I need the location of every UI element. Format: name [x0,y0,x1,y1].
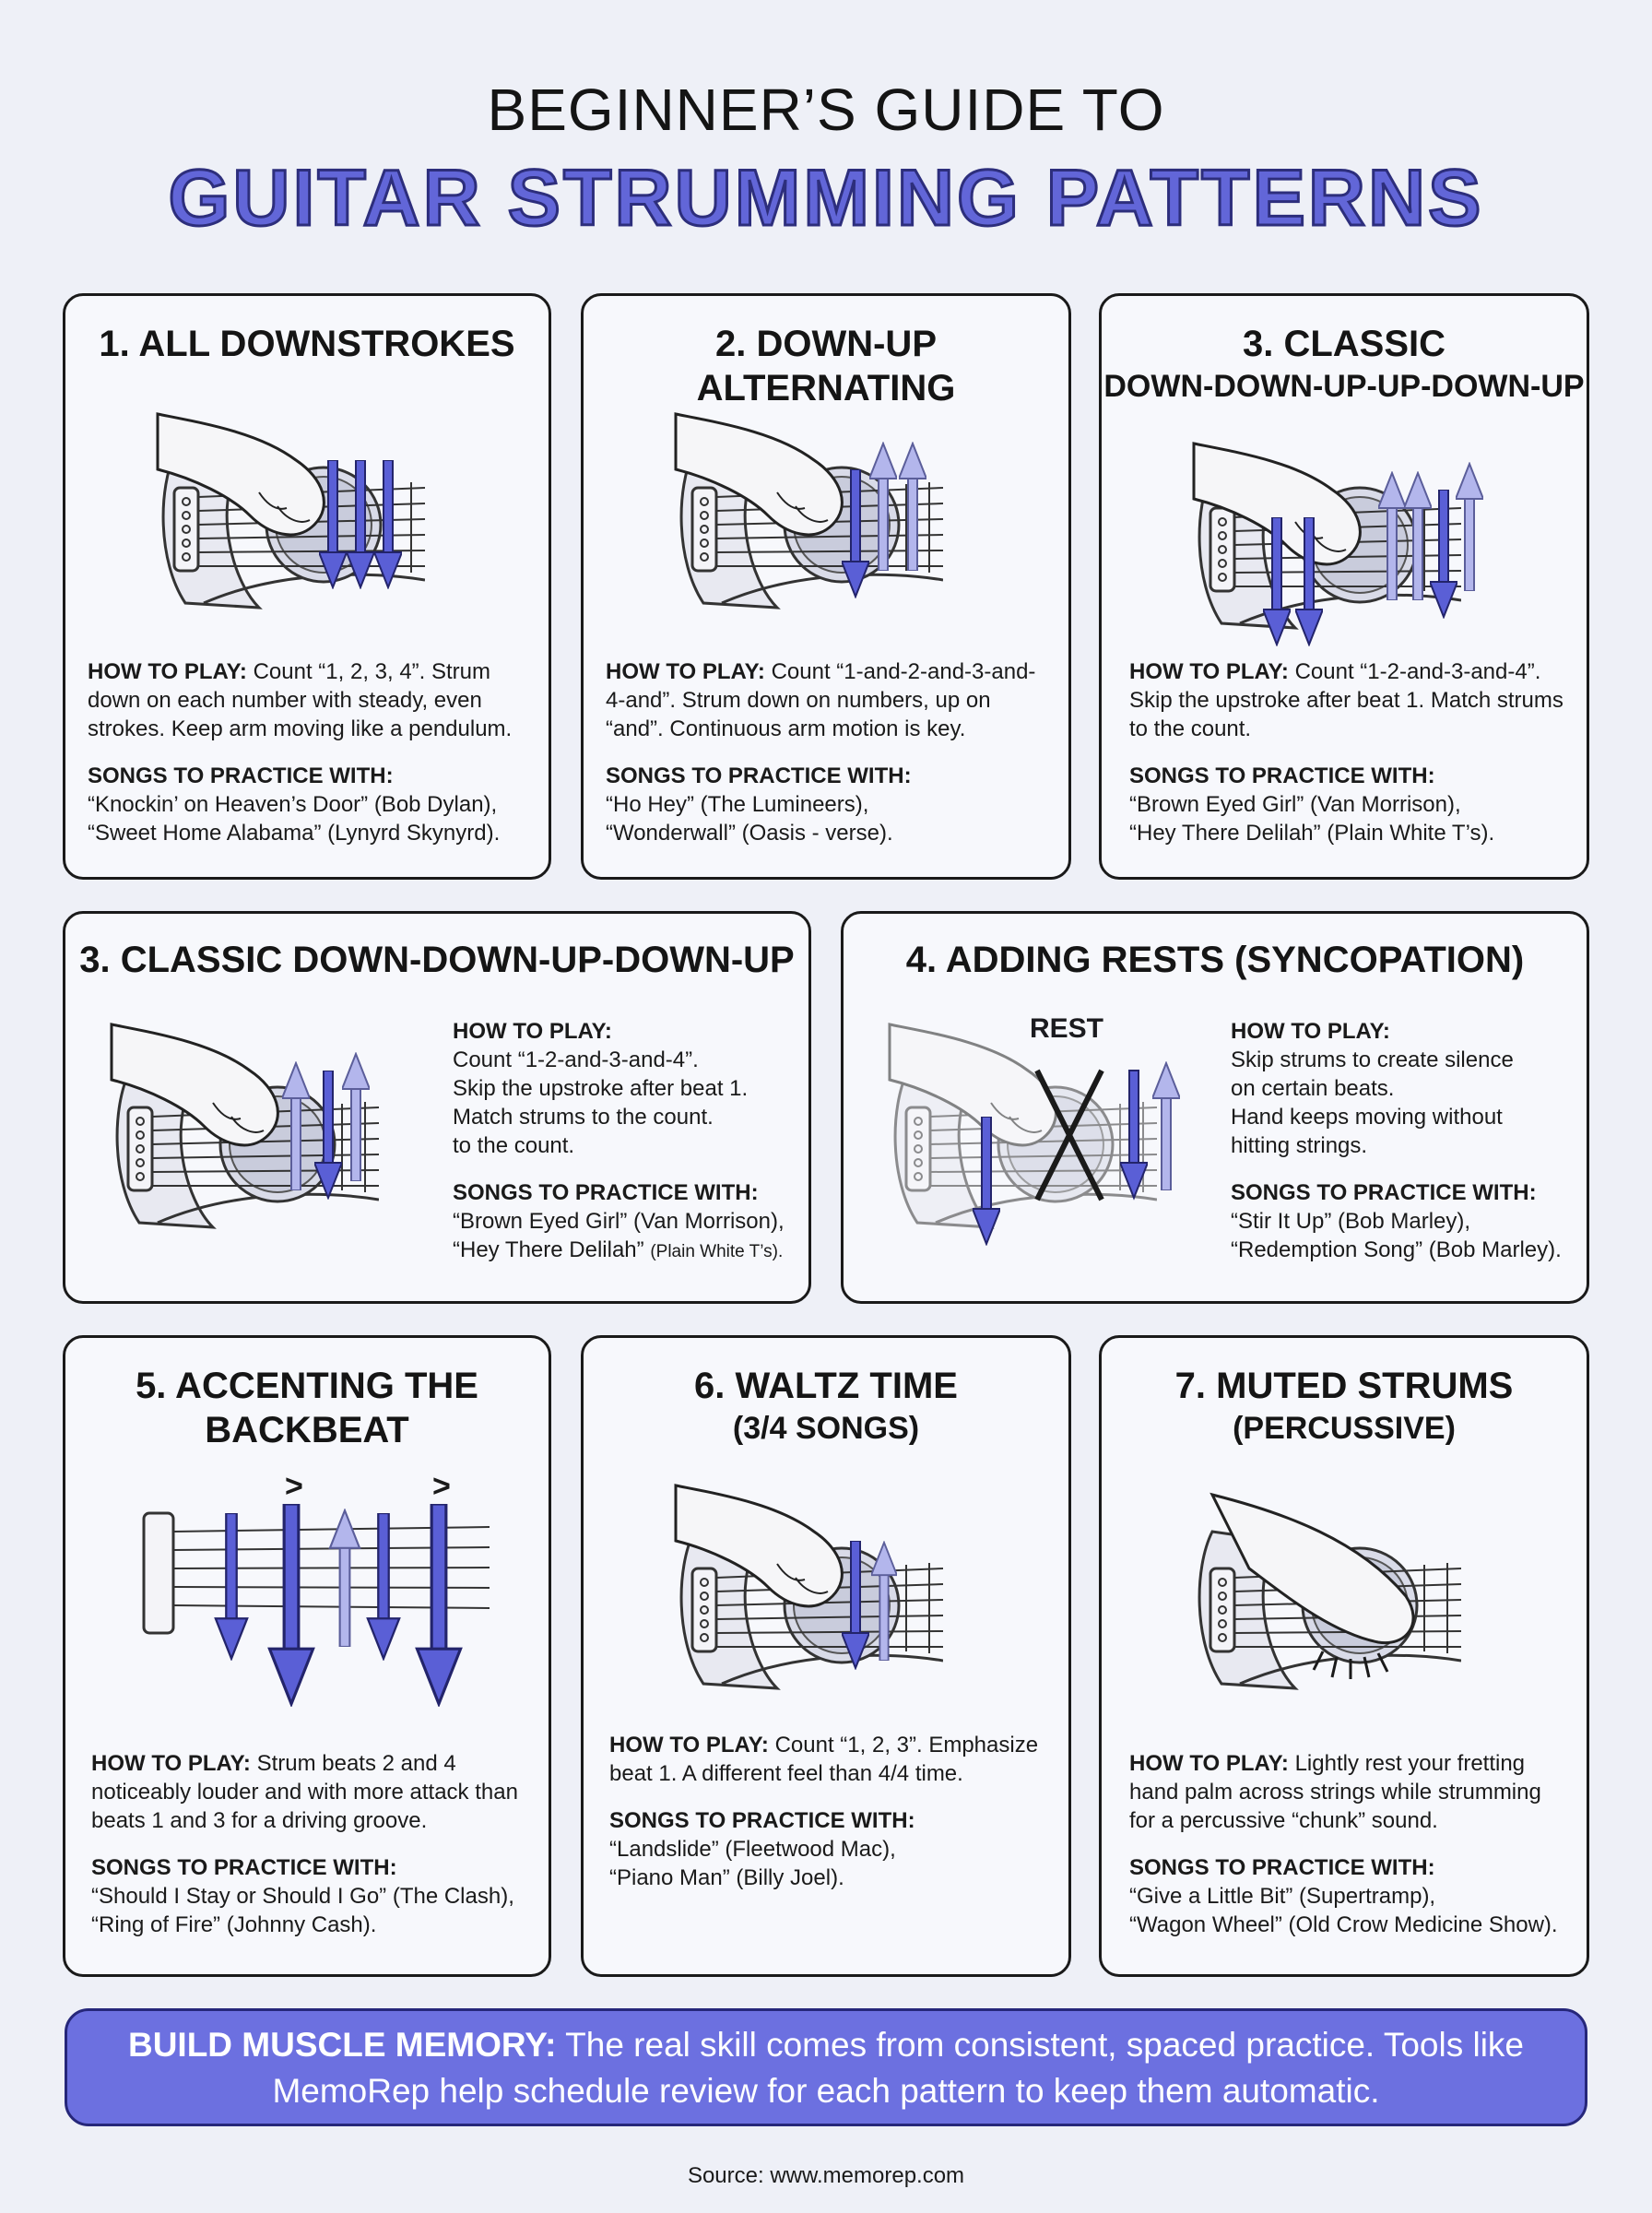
card-title-main: 7. MUTED STRUMS [1174,1366,1514,1406]
strum-illustration [1175,1467,1526,1725]
songs-label: SONGS TO PRACTICE WITH: [88,763,394,788]
how-line: to the count. [453,1133,575,1158]
header-line1: BEGINNER’S GUIDE TO [487,77,1165,143]
how-label: HOW TO PLAY: [88,659,247,684]
song-item: “Brown Eyed Girl” (Van Morrison), [1129,792,1461,817]
how-line: Match strums to the count. [453,1105,714,1130]
card-all-downstrokes [63,293,551,880]
how-text: Count “1-2-and-3-and-4”. Skip the upstroke after beat 1. Match strums to the count. [1129,659,1564,741]
card-classic-down-down-up-down-up [63,911,811,1304]
song-item: “Knockin’ on Heaven’s Door” (Bob Dylan), [88,792,498,817]
songs-label: SONGS TO PRACTICE WITH: [1129,1855,1435,1880]
how-to-play [91,1749,534,1939]
songs-label: SONGS TO PRACTICE WITH: [453,1180,759,1205]
song-item: “Ho Hey” (The Lumineers), [606,792,869,817]
how-to-play [609,1731,1052,1892]
song-item: “Landslide” (Fleetwood Mac), [609,1837,896,1862]
strum-illustration [139,405,490,645]
song-item: “Hey There Delilah” [453,1237,644,1262]
how-text: Count “1-and-2-and-3-and-4-and”. Strum down on numbers, up on “and”. Continuous arm motion is key. [606,659,1036,741]
card-title-main: 3. CLASSIC [1242,324,1446,364]
how-text: Count “1, 2, 3”. Emphasize beat 1. A different feel than 4/4 time. [609,1733,1039,1786]
card-title: 4. ADDING RESTS (SYNCOPATION) [905,940,1525,980]
how-to-play [606,657,1054,847]
card-title: 1. ALL DOWNSTROKES [99,324,515,364]
how-label: HOW TO PLAY: [609,1733,769,1757]
how-text: Count “1, 2, 3, 4”. Strum down on each number with steady, even strokes. Keep arm moving like a pendulum. [88,659,513,741]
how-label: HOW TO PLAY: [453,1019,612,1044]
card-classic-pattern [1099,293,1589,880]
song-item: “Brown Eyed Girl” (Van Morrison), [453,1209,785,1234]
banner-label: BUILD MUSCLE MEMORY: [127,2026,557,2064]
how-to-play [1129,657,1572,847]
card-title: 2. DOWN-UP ALTERNATING [696,324,956,408]
songs-label: SONGS TO PRACTICE WITH: [91,1855,397,1880]
songs-label: SONGS TO PRACTICE WITH: [606,763,912,788]
card-subtitle: (PERCUSSIVE) [1233,1411,1456,1446]
song-item: “Hey There Delilah” (Plain White T’s). [1129,821,1495,846]
song-item: “Wagon Wheel” (Old Crow Medicine Show). [1129,1912,1558,1937]
strum-illustration [1175,434,1526,656]
tip-banner [65,2008,1587,2126]
card-waltz-time [581,1335,1071,1977]
card-subtitle: BACKBEAT [205,1410,409,1450]
how-line: Count “1-2-and-3-and-4”. [453,1047,699,1072]
how-to-play [453,1017,803,1266]
page-title: GUITAR STRUMMING PATTERNS [168,154,1484,243]
card-title: 3. CLASSIC DOWN-DOWN-UP-DOWN-UP [79,940,795,980]
song-item: “Ring of Fire” (Johnny Cash). [91,1912,377,1937]
song-item: “Sweet Home Alabama” (Lynyrd Skynyrd). [88,821,501,846]
song-item: “Piano Man” (Billy Joel). [609,1865,844,1890]
card-adding-rests [841,911,1589,1304]
song-item: “Wonderwall” (Oasis - verse). [606,821,893,846]
card-subtitle: (3/4 SONGS) [732,1411,920,1446]
how-line: Skip strums to create silence [1231,1047,1514,1072]
strum-illustration [139,1476,490,1707]
how-text: Strum beats 2 and 4 noticeably louder and with more attack than beats 1 and 3 for a driving groove. [91,1751,518,1833]
how-label: HOW TO PLAY: [91,1751,251,1776]
how-label: HOW TO PLAY: [606,659,765,684]
source-credit: Source: www.memorep.com [687,2163,965,2188]
accent-mark: > [432,1476,451,1504]
card-title-main: 6. WALTZ TIME [694,1366,958,1406]
how-to-play [1231,1017,1581,1264]
songs-label: SONGS TO PRACTICE WITH: [609,1808,915,1833]
song-item: “Should I Stay or Should I Go” (The Clash), [91,1884,514,1909]
rest-label: REST [1030,1013,1104,1044]
banner-text: The real skill comes from consistent, spaced practice. Tools like MemoRep help schedule review for each pattern to keep them automatic. [272,2026,1524,2110]
how-text: Lightly rest your fretting hand palm across strings while strumming for a percussive “chunk” sound. [1129,1751,1541,1833]
song-item: “Give a Little Bit” (Supertramp), [1129,1884,1436,1909]
how-line: Hand keeps moving without [1231,1105,1503,1130]
card-accenting-backbeat [63,1335,551,1977]
how-label: HOW TO PLAY: [1231,1019,1390,1044]
songs-label: SONGS TO PRACTICE WITH: [1129,763,1435,788]
strum-illustration [93,1015,434,1255]
card-title [584,1364,1068,1449]
card-down-up-alternating [581,293,1071,880]
songs-label: SONGS TO PRACTICE WITH: [1231,1180,1537,1205]
how-label: HOW TO PLAY: [1129,1751,1289,1776]
how-to-play [1129,1749,1572,1939]
strum-illustration [657,405,1008,645]
accent-mark: > [285,1476,303,1504]
song-item: “Redemption Song” (Bob Marley). [1231,1237,1562,1262]
card-subtitle: DOWN-DOWN-UP-UP-DOWN-UP [1103,369,1585,404]
card-title [1102,1364,1587,1449]
how-line: on certain beats. [1231,1076,1395,1101]
card-title [1102,322,1587,407]
song-item-small: (Plain White T’s). [650,1242,784,1261]
how-label: HOW TO PLAY: [1129,659,1289,684]
song-item: “Stir It Up” (Bob Marley), [1231,1209,1471,1234]
how-line: Skip the upstroke after beat 1. [453,1076,749,1101]
card-title [65,1364,549,1452]
card-muted-strums [1099,1335,1589,1977]
card-title-main: 5. ACCENTING THE [136,1366,478,1406]
strum-illustration [657,1467,1008,1707]
how-to-play [88,657,530,847]
how-line: hitting strings. [1231,1133,1368,1158]
